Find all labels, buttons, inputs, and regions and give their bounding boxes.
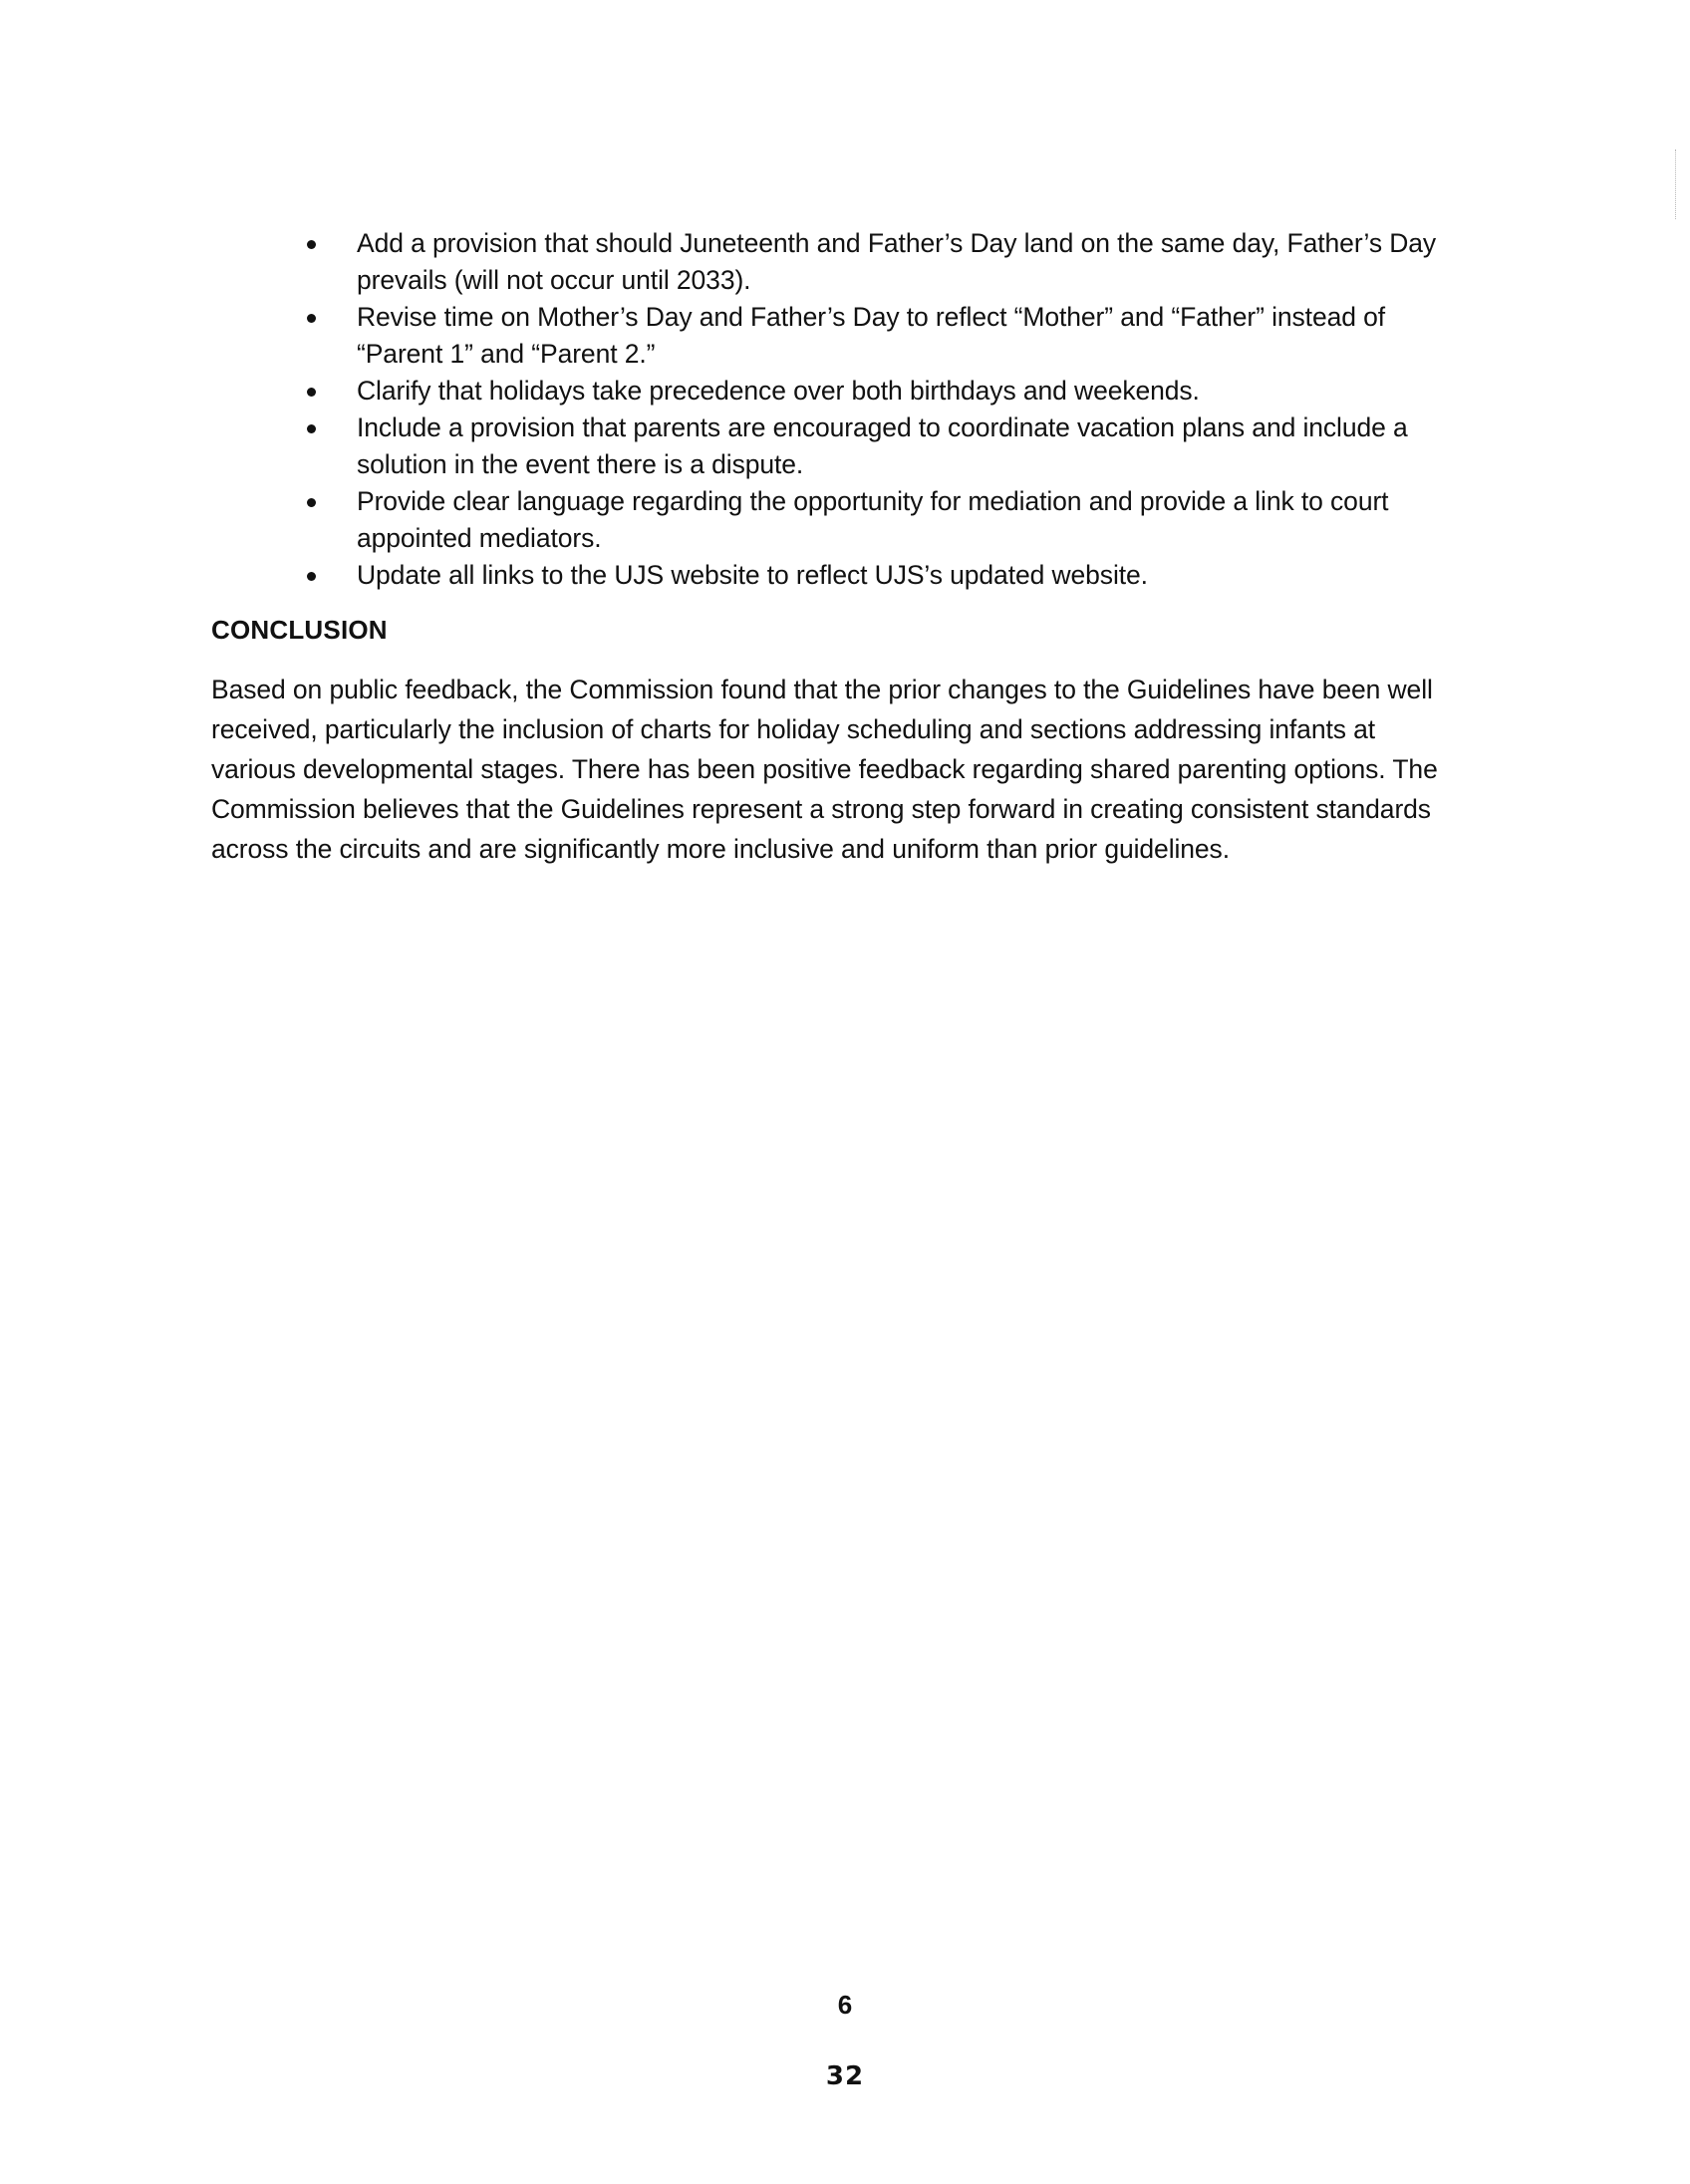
- scan-edge-mark: [1675, 149, 1678, 219]
- bullet-icon: [307, 388, 316, 397]
- list-item-text: Include a provision that parents are encouraged to coordinate vacation plans and include a solution in the event there is a dispute.: [357, 412, 1408, 479]
- conclusion-heading: CONCLUSION: [211, 615, 388, 645]
- list-item: [299, 483, 1465, 557]
- list-item-text: Update all links to the UJS website to reflect UJS’s updated website.: [357, 560, 1148, 590]
- bullet-icon: [307, 572, 316, 581]
- bullet-icon: [307, 424, 316, 433]
- document-page-number: 32: [825, 2061, 865, 2091]
- bullet-icon: [307, 314, 316, 323]
- recommendations-list: [299, 225, 1465, 594]
- bullet-icon: [307, 498, 316, 507]
- conclusion-paragraph: Based on public feedback, the Commission found that the prior changes to the Guidelines have been well received, particularly the inclusion of charts for holiday scheduling and sections addressing infants at various developmental stages. There has been positive feedback regarding shared parenting options. The Commission believes that the Guidelines represent a strong step forward in creating consistent standards across the circuits and are significantly more inclusive and uniform than prior guidelines.: [211, 675, 1438, 864]
- list-item: [299, 410, 1465, 483]
- list-item: [299, 373, 1465, 410]
- section-page-number: 6: [837, 1990, 853, 2020]
- list-item-text: Clarify that holidays take precedence over both birthdays and weekends.: [357, 376, 1200, 406]
- list-item: [299, 225, 1465, 299]
- bullet-icon: [307, 240, 316, 249]
- list-item-text: Revise time on Mother’s Day and Father’s Day to reflect “Mother” and “Father” instead of “Parent 1” and “Parent 2.”: [357, 302, 1386, 369]
- list-item: [299, 299, 1465, 373]
- list-item-text: Add a provision that should Juneteenth and Father’s Day land on the same day, Father’s Day prevails (will not occur until 2033).: [357, 228, 1437, 295]
- list-item-text: Provide clear language regarding the opportunity for mediation and provide a link to court appointed mediators.: [357, 486, 1389, 553]
- list-item: [299, 557, 1465, 594]
